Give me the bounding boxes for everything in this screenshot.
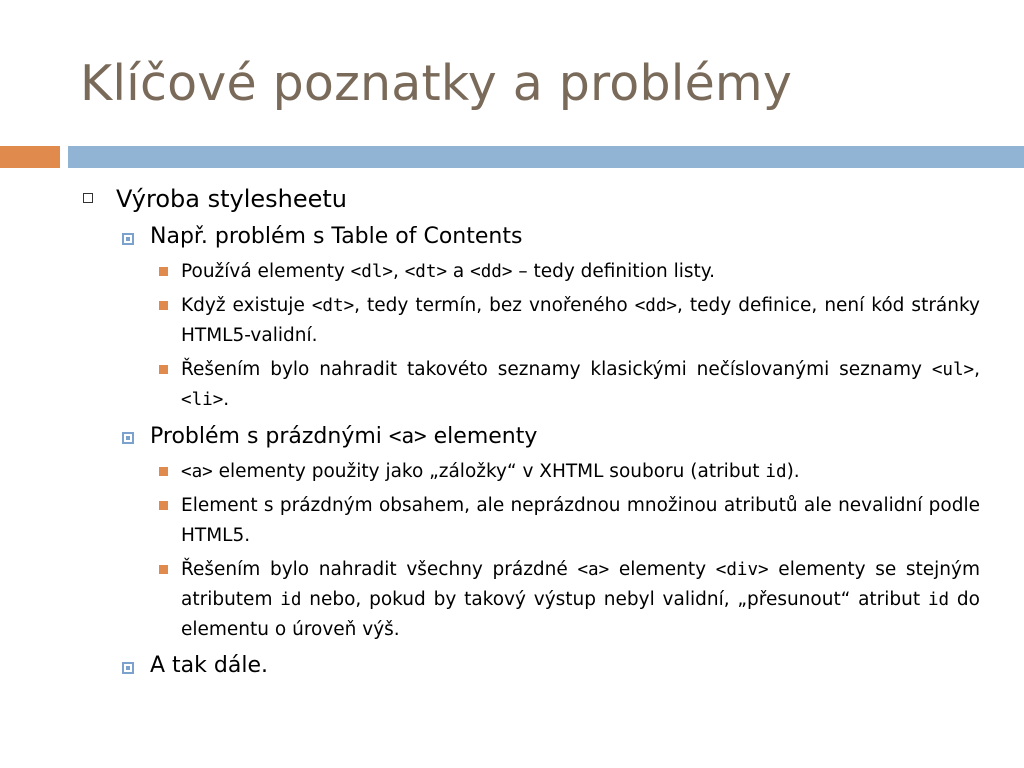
text-run: do elementu o úroveň výš. [181, 589, 980, 640]
text-run: nebo, pokud by takový výstup nebyl validní, „přesunout“ atribut [301, 589, 928, 610]
code-run: id [280, 590, 302, 610]
code-run: <dt> [311, 296, 355, 316]
slide-content [80, 182, 980, 682]
text-run: , tedy definice, není kód stránky HTML5-validní. [181, 295, 980, 346]
text-run: Řešením bylo nahradit všechny prázdné [181, 559, 578, 580]
bullet-level3-dt-without-dd [80, 291, 980, 351]
text-run: elementy [426, 424, 538, 449]
code-run: id [927, 590, 950, 610]
text-run: Problém s prázdnými [150, 424, 389, 449]
bullet-level2-toc [80, 221, 980, 253]
square-bullet-icon [122, 662, 134, 674]
code-run: <div> [715, 560, 769, 580]
code-run: <a> [388, 424, 427, 448]
text-run: elementy se stejným atributem [181, 559, 981, 610]
filled-square-bullet-icon [159, 267, 168, 276]
bullet-level2-empty-a [80, 420, 980, 453]
code-run: <li> [181, 390, 224, 410]
bullet-level3-ul-li-solution [80, 355, 980, 415]
text-run: . [223, 389, 230, 410]
text-run: , [974, 359, 980, 380]
code-run: <ul> [931, 360, 975, 380]
filled-square-bullet-icon [159, 501, 168, 510]
code-run: <dd> [470, 262, 513, 282]
filled-square-bullet-icon [159, 301, 168, 310]
code-run: <dd> [634, 296, 677, 316]
text-run: – tedy definition listy. [512, 261, 715, 282]
filled-square-bullet-icon [159, 565, 168, 574]
text-run: Element s prázdným obsahem, ale neprázdnou množinou atributů ale nevalidní podle HTML5. [181, 495, 980, 546]
text-run: Když existuje [181, 295, 312, 316]
bullet-level2-and-so-on [80, 650, 980, 682]
text-run: Řešením bylo nahradit takovéto seznamy klasickými nečíslovanými seznamy [181, 359, 932, 380]
bullet-level3-div-solution [80, 555, 980, 645]
bullet-text: Např. problém s Table of Contents [150, 224, 523, 249]
code-run: <dt> [404, 262, 448, 282]
square-bullet-icon [122, 233, 134, 245]
bullet-level1-stylesheet [80, 182, 980, 216]
text-run: ). [786, 461, 800, 482]
bullet-text: Výroba stylesheetu [116, 185, 347, 213]
code-run: <a> [577, 560, 610, 580]
bullet-level3-dl-elements [80, 257, 980, 287]
text-run: a [447, 261, 471, 282]
filled-square-bullet-icon [159, 365, 168, 374]
text-run: , [392, 261, 405, 282]
text-run: elementy [609, 559, 716, 580]
text-run: elementy použity jako „záložky“ v XHTML souboru (atribut [212, 461, 766, 482]
bullet-level3-a-bookmarks [80, 457, 980, 487]
accent-bar-orange [0, 146, 60, 168]
bullet-level3-empty-content [80, 491, 980, 551]
square-bullet-icon [122, 432, 134, 444]
code-run: <dl> [350, 262, 393, 282]
code-run: id [765, 462, 787, 482]
accent-bar-blue [68, 146, 1024, 168]
bullet-text: A tak dále. [150, 653, 268, 678]
text-run: , tedy termín, bez vnořeného [354, 295, 635, 316]
text-run: Používá elementy [181, 261, 351, 282]
code-run: <a> [181, 462, 213, 482]
filled-square-bullet-icon [159, 467, 168, 476]
slide-title: Klíčové poznatky a problémy [80, 55, 793, 112]
hollow-square-bullet-icon [83, 193, 93, 203]
